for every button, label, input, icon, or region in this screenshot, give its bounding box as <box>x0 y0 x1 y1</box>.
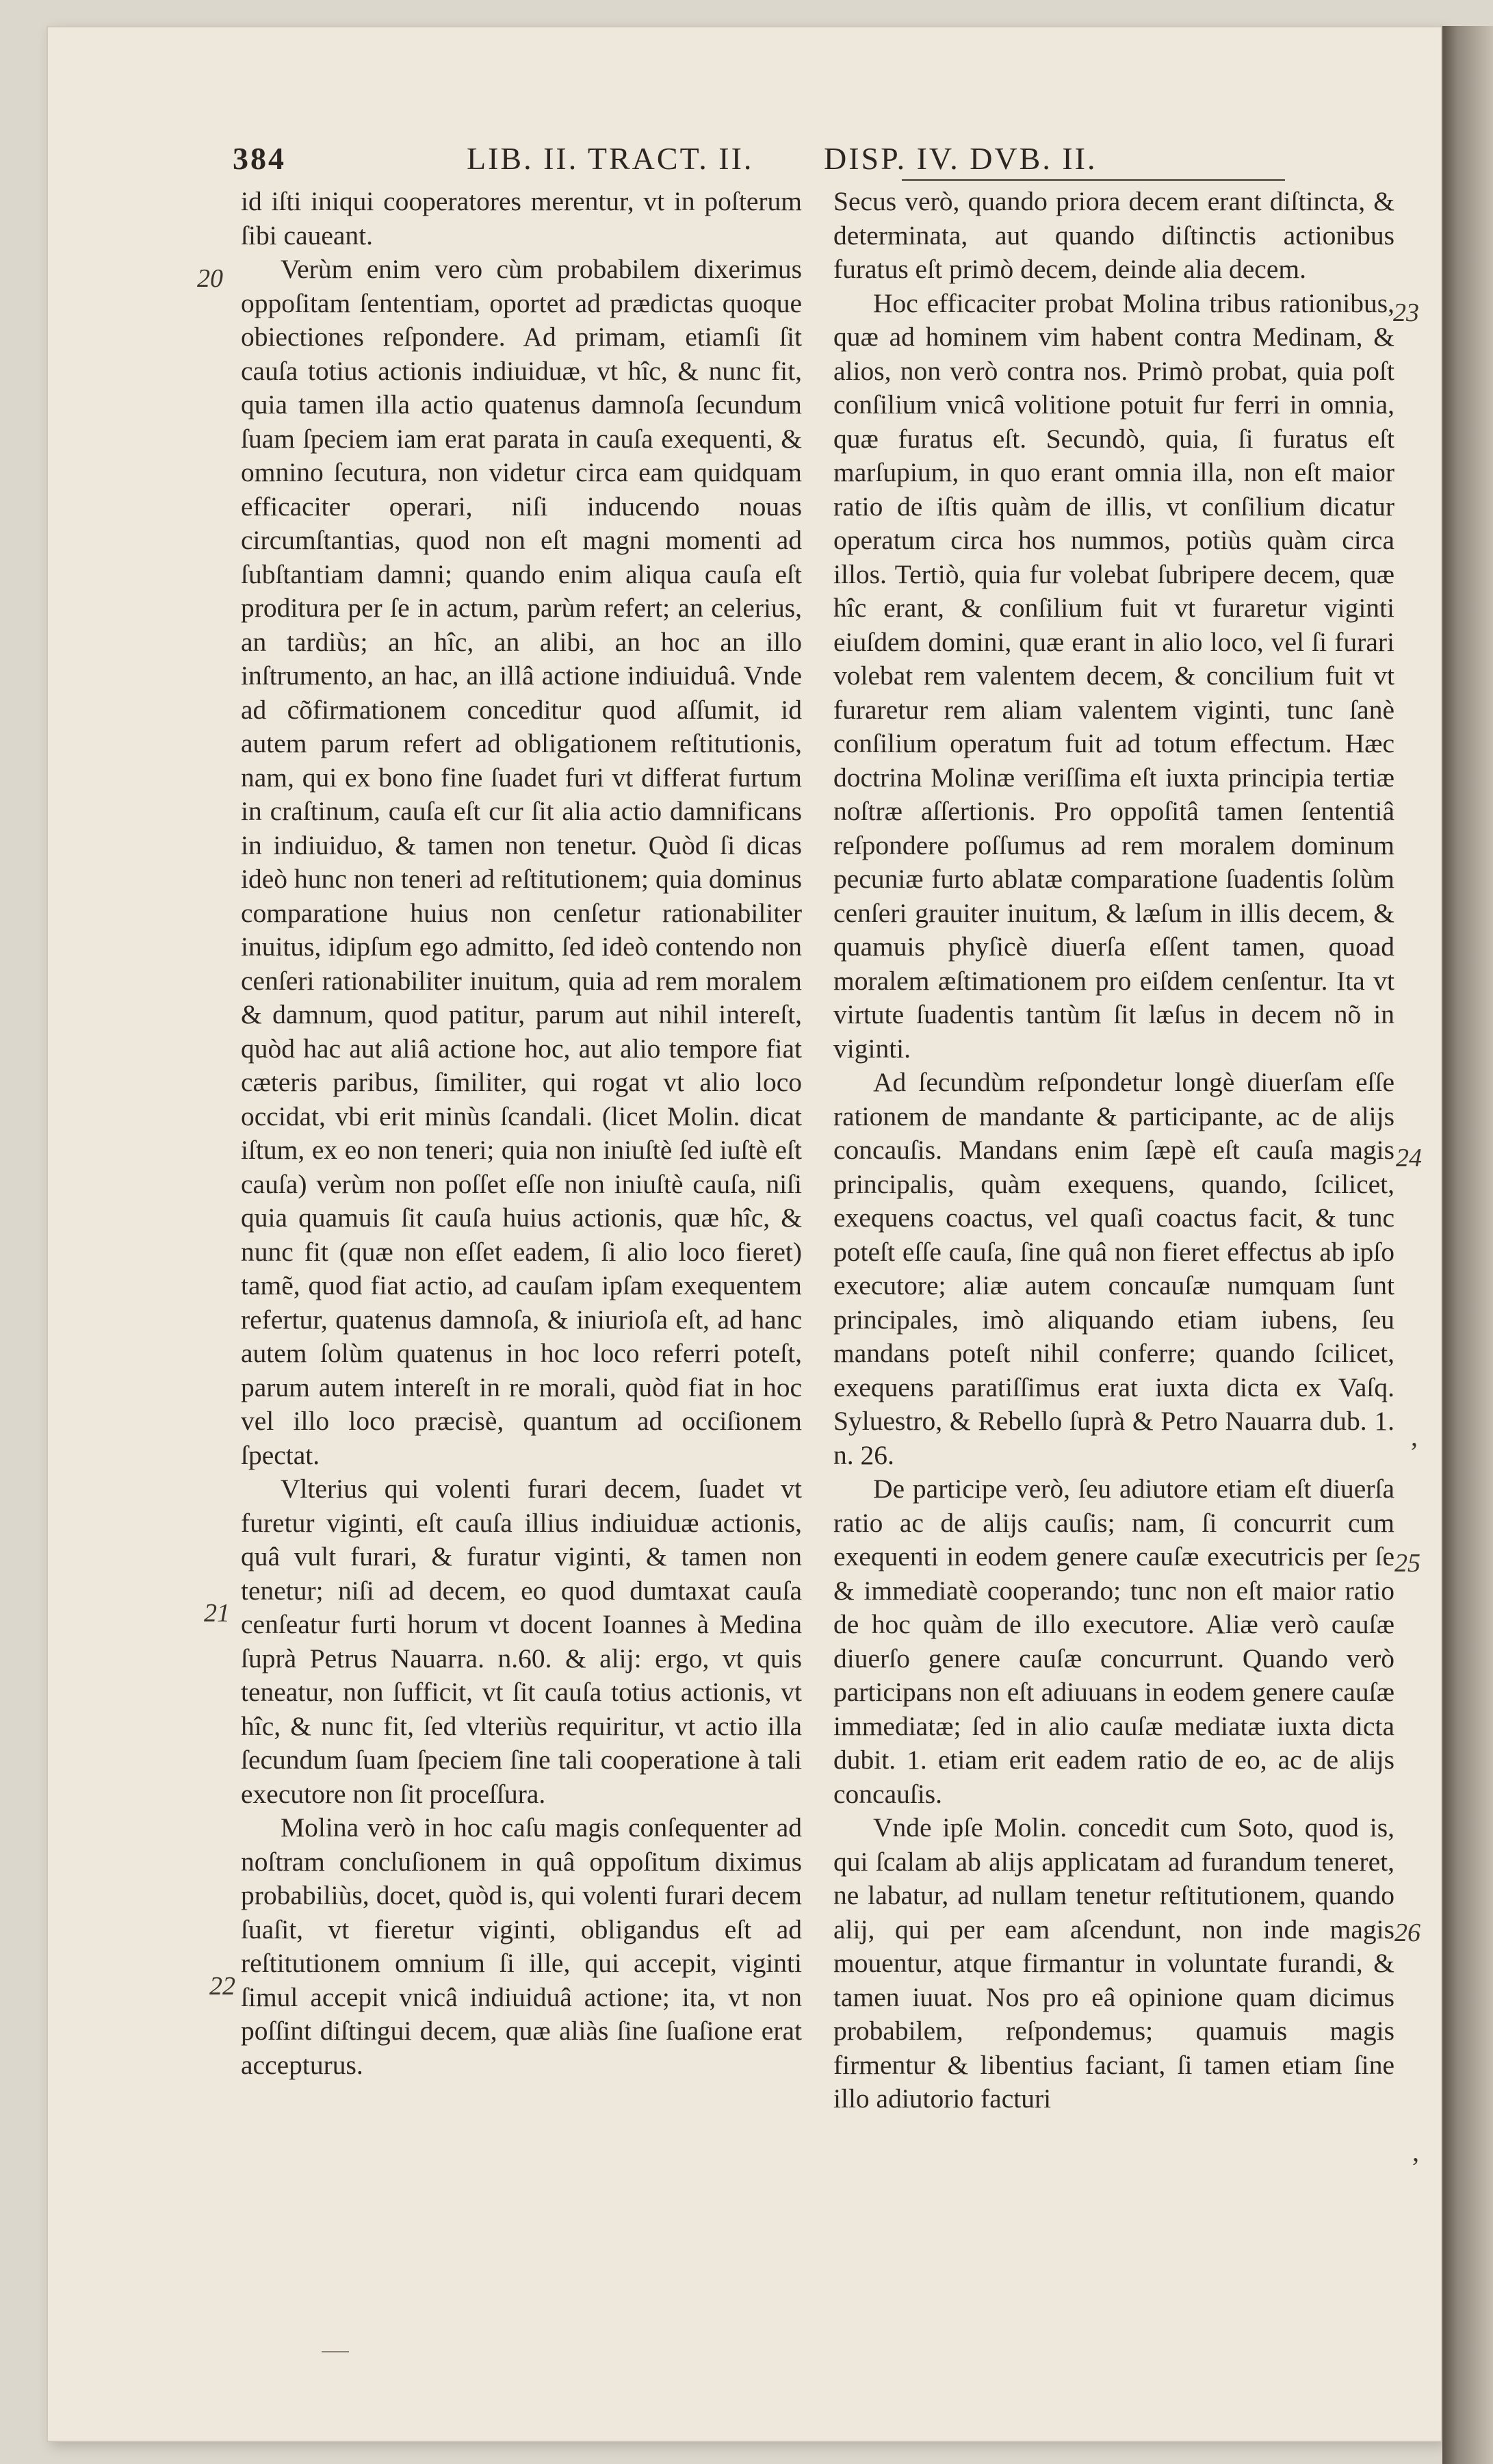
right-column <box>833 185 1394 2116</box>
right-paragraph-3: Ad ſecundùm reſpondetur longè diuerſam eſſe rationem de mandante & participante, ac de alijs concauſis. Mandans enim ſæpè eſt cauſa magis principalis, quàm exequens, quando, ſcilicet, exequens coactus, vel quaſi coactus facit, & tunc poteſt eſſe cauſa, ſine quâ non fieret effectus ab ipſo executore; aliæ autem concauſæ numquam ſunt principales, imò aliquando etiam iubens, ſeu mandans poteſt nihil conferre; quando ſcilicet, exequens paratiſſimus erat iuxta dicta ex Vaſq. Syluestro, & Rebello ſuprà & Petro Nauarra dub. 1. n. 26. <box>833 1067 1394 1470</box>
right-running-head: DISP. IV. DVB. II. <box>824 141 1098 176</box>
margin-number-26: 26 <box>1394 1918 1420 1947</box>
margin-number-21: 21 <box>204 1599 230 1628</box>
page-number: 384 <box>233 141 286 176</box>
edge-mark-comma: , <box>1412 2136 1419 2167</box>
right-paragraph-4: De participe verò, ſeu adiutore etiam eſt diuerſa ratio ac de alijs cauſis; nam, ſi concurrit cum exequenti in eodem genere cauſæ executricis per ſe & immediatè cooperando; tunc non eſt maior ratio de hoc quàm de illo executore. Aliæ verò cauſæ diuerſo genere cauſæ concurrunt. Quando verò participans non eſt adiuuans in eodem genere cauſæ immediatæ; ſed in alio cauſæ mediatæ iuxta dicta dubit. 1. etiam erit eadem ratio de eo, ac de alijs concauſis. <box>833 1474 1394 1809</box>
margin-number-24: 24 <box>1396 1144 1422 1172</box>
left-paragraph-1: id iſti iniqui cooperatores merentur, vt in poſterum ſibi caueant. <box>241 186 802 251</box>
right-paragraph-2: Hoc efficaciter probat Molina tribus rationibus, quæ ad hominem vim habent contra Medinam, & alios, non verò contra nos. Primò probat, quia poſt conſilium vnicâ volitione potuit fur ferri in omnia, quæ furatus eſt. Secundò, quia, ſi furatus eſt marſupium, in quo erant omnia illa, non eſt maior ratio de iſtis quàm de illis, vt conſilium dicatur operatum circa hos nummos, potiùs quàm circa illos. Tertiò, quia fur volebat ſubripere decem, quæ hîc erant, & conſilium fuit vt furaretur viginti eiuſdem domini, quæ erant in alio loco, vel ſi furari volebat rem valentem decem, & concilium fuit vt furaretur rem aliam valentem viginti, tunc ſanè conſilium operatum fuit ad totum effectum. Hæc doctrina Molinæ veriſſima eſt iuxta principia tertiæ noſtræ aſſertionis. Pro oppoſitâ tamen ſententiâ reſpondere poſſumus ad rem moralem dominum pecuniæ furto ablatæ comparatione ſuadentis ſolùm cenſeri grauiter inuitum, & læſum in illis decem, & quamuis phyſicè diuerſa eſſent tamen, quoad moralem æſtimationem pro eiſdem cenſentur. Ita vt virtute ſuadentis tantùm ſit læſus in decem nõ in viginti. <box>833 287 1394 1064</box>
book-gutter-shadow <box>1442 26 1493 2464</box>
left-running-head: LIB. II. TRACT. II. <box>467 141 754 176</box>
margin-number-20: 20 <box>197 264 223 293</box>
edge-mark-dot: , <box>1411 1421 1418 1452</box>
margin-number-23: 23 <box>1393 298 1419 327</box>
left-paragraph-2: Verùm enim vero cùm probabilem dixerimus oppoſitam ſententiam, oportet ad prædictas quoque obiectiones reſpondere. Ad primam, etiamſi ſit cauſa totius actionis indiuiduæ, vt hîc, & nunc fit, quia tamen illa actio quatenus damnoſa ſecundum ſuam ſpeciem iam erat parata in cauſa exequenti, & omnino ſecutura, non videtur circa eam quidquam efficaciter operari, niſi inducendo nouas circumſtantias, quod non eſt magni momenti ad ſubſtantiam damni; quando enim aliqua cauſa eſt proditura per ſe in actum, parùm refert; an celerius, an tardiùs; an hîc, an alibi, an hoc an illo inſtrumento, an hac, an illâ actione indiuiduâ. Vnde ad cõfirmationem conceditur quod aſſumit, id autem parum refert ad obligationem reſtitutionis, nam, qui ex bono fine ſuadet furi vt differat furtum in craſtinum, cauſa eſt cur ſit alia actio damnificans in indiuiduo, & tamen non tenetur. Quòd ſi dicas ideò hunc non teneri ad reſtitutionem; quia dominus comparatione huius non cenſetur rationabiliter inuitus, idipſum ego admitto, ſed ideò contendo non cenſeri rationabiliter inuitum, quia ad rem moralem & damnum, quod patitur, parum aut nihil intereſt, quòd hac aut aliâ actione hoc, aut alio tempore fiat cæteris paribus, ſimiliter, qui rogat vt alio loco occidat, vbi erit minùs ſcandali. (licet Molin. dicat iſtum, ex eo non teneri; quia non iniuſtè ſed iuſtè eſt cauſa) verùm non poſſet eſſe non iniuſtè cauſa, niſi quia quamuis ſit cauſa huius actionis, quæ hîc, & nunc fit (quæ non eſſet eadem, ſi alio loco fieret) tamẽ, quod fiat actio, ad cauſam ipſam exequentem refertur, quatenus damnoſa, & iniurioſa eſt, ad hanc autem ſolùm quatenus in hoc loco referri poteſt, parum autem intereſt in re morali, quòd fiat in hoc vel illo loco præcisè, quantum ad occiſionem ſpectat. <box>241 254 802 1470</box>
margin-number-25: 25 <box>1394 1549 1420 1578</box>
header-rule <box>902 179 1285 181</box>
running-header <box>233 140 1403 188</box>
margin-number-22: 22 <box>209 1972 235 2001</box>
right-paragraph-5: Vnde ipſe Molin. concedit cum Soto, quod is, qui ſcalam ab alijs applicatam ad furandum teneret, ne labatur, ad nullam tenetur reſtitutionem, quando alij, qui per eam aſcendunt, non inde magis mouentur, atque firmantur in voluntate furandi, & tamen iuuat. Nos pro eâ opinione quam dicimus probabilem, reſpondemus; quamuis magis firmentur & libentius faciant, ſi tamen etiam ſine illo adiutorio facturi <box>833 1812 1394 2114</box>
left-paragraph-4: Molina verò in hoc caſu magis conſequenter ad noſtram concluſionem in quâ oppoſitum diximus probabiliùs, docet, quòd is, qui volenti furari decem ſuaſit, vt fieretur viginti, obligandus eſt ad reſtitutionem omnium ſi ille, qui accepit, viginti ſimul accepit vnicâ indiuiduâ actione; ita, vt non poſſint diſtingui decem, quæ aliàs ſine ſuaſione erat accepturus. <box>241 1812 802 2080</box>
bottom-ink-mark <box>322 2351 349 2352</box>
left-paragraph-3: Vlterius qui volenti furari decem, ſuadet vt furetur viginti, eſt cauſa illius indiuiduæ actionis, quâ vult furari, & furatur viginti, & tamen non tenetur; niſi ad decem, eo quod dumtaxat cauſa cenſeatur furti horum vt docent Ioannes à Medina ſuprà Petrus Nauarra. n.60. & alij: ergo, vt quis teneatur, non ſufficit, vt ſit cauſa totius actionis, vt hîc, & nunc fit, ſed vlteriùs requiritur, vt actio illa ſecundum ſuam ſpeciem ſine tali cooperatione à tali executore non ſit proceſſura. <box>241 1474 802 1809</box>
right-paragraph-1: Secus verò, quando priora decem erant diſtincta, & determinata, aut quando diſtinctis actionibus furatus eſt primò decem, deinde alia decem. <box>833 186 1394 284</box>
left-column <box>241 185 802 2082</box>
